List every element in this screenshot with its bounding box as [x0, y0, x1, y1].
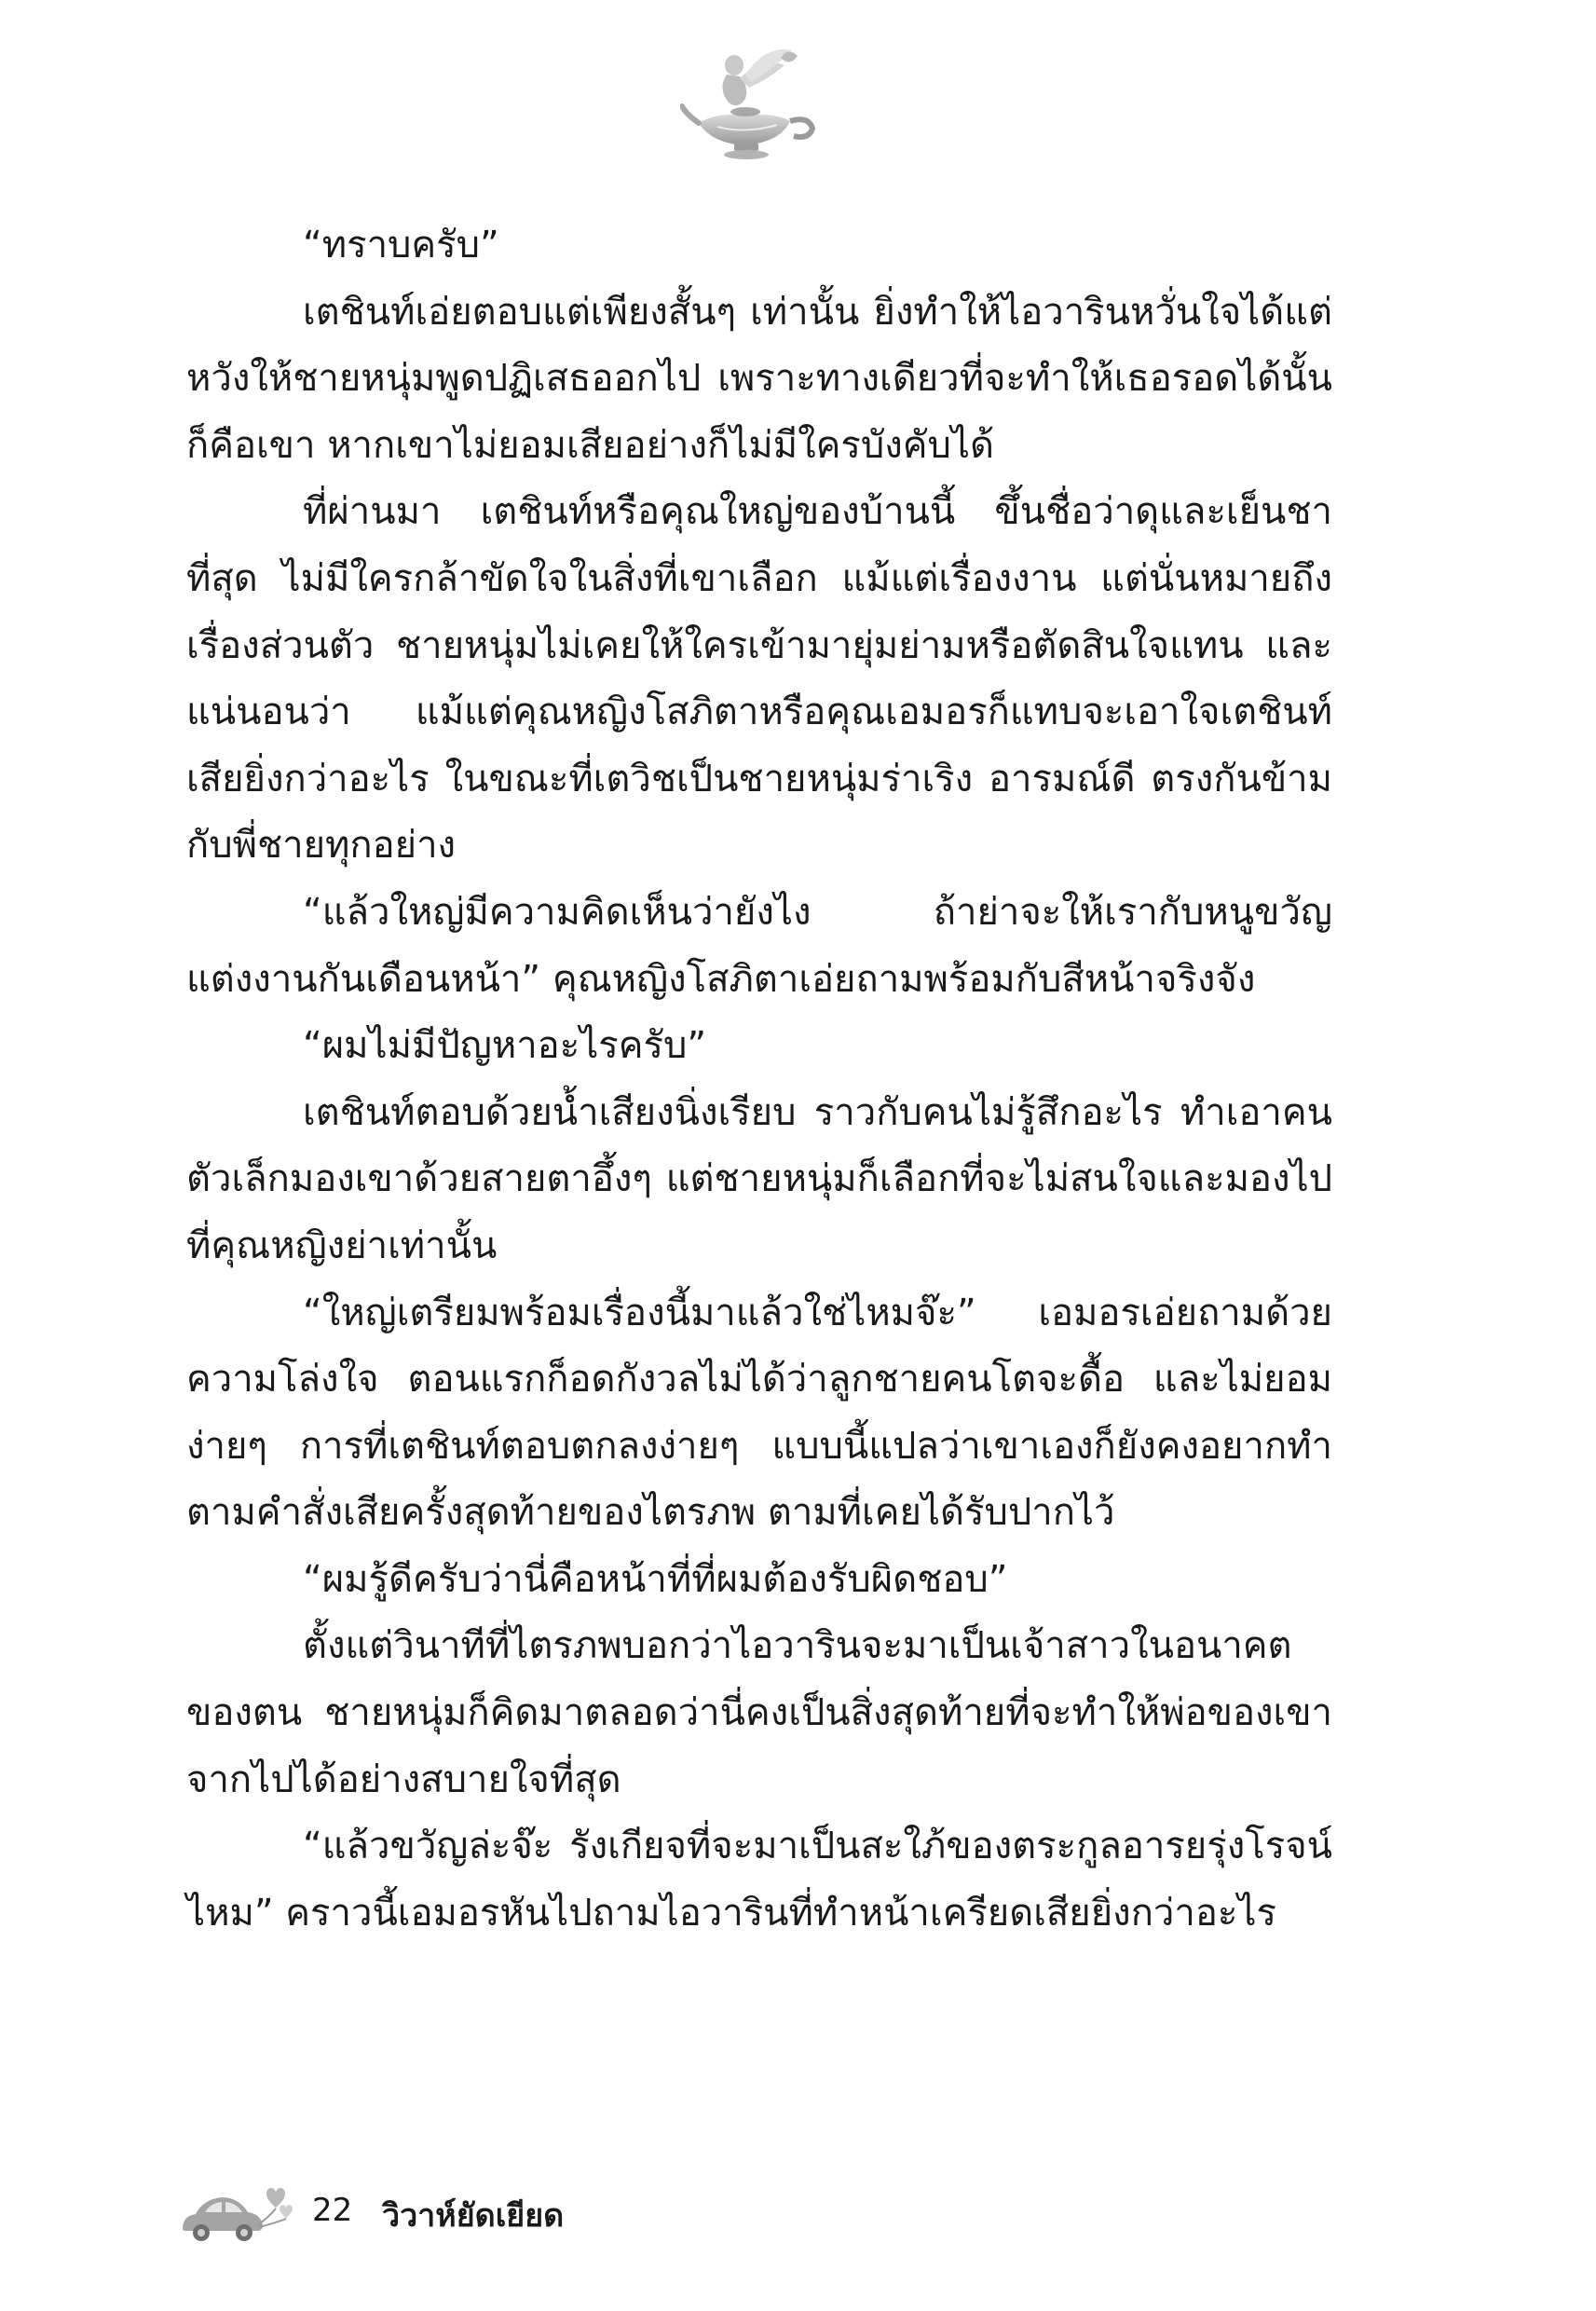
paragraph: “ผมไม่มีปัญหาอะไรครับ”	[303, 1024, 707, 1068]
paragraph: ตั้งแต่วินาทีที่ไตรภพบอกว่าไอวารินจะมาเป็นเจ้าสาวในอนาคตของตน ชายหนุ่มก็คิดมาตลอดว่านี่คงเป็นสิ่งสุดท้ายที่จะทำให้พ่อของเขาจากไปได้อย่างสบายใจที่สุด	[186, 1624, 1332, 1801]
car-with-hearts-icon	[177, 2171, 298, 2246]
paragraph: “ทราบครับ”	[303, 224, 499, 267]
book-title: วิวาห์ยัดเยียด	[382, 2197, 565, 2235]
paragraph: “แล้วใหญ่มีความคิดเห็นว่ายังไง ถ้าย่าจะให้เรากับหนูขวัญแต่งงานกันเดือนหน้า” คุณหญิงโสภิตาเอ่ยถามพร้อมกับสีหน้าจริงจัง	[186, 890, 1332, 1001]
paragraph: “ใหญ่เตรียมพร้อมเรื่องนี้มาแล้วใช่ไหมจ๊ะ” เอมอรเอ่ยถามด้วยความโล่งใจ ตอนแรกก็อดกังวลไม่ได้ว่าลูกชายคนโตจะดื้อ และไม่ยอมง่ายๆ การที่เตชินท์ตอบตกลงง่ายๆ แบบนี้แปลว่าเขาเองก็ยังคงอยากทำตามคำสั่งเสียครั้งสุดท้ายของไตรภพ ตามที่เคยได้รับปากไว้	[186, 1291, 1332, 1535]
paragraph: “ผมรู้ดีครับว่านี่คือหน้าที่ที่ผมต้องรับผิดชอบ”	[303, 1557, 1008, 1601]
paragraph: เตชินท์เอ่ยตอบแต่เพียงสั้นๆ เท่านั้น ยิ่งทำให้ไอวารินหวั่นใจได้แต่หวังให้ชายหนุ่มพูดปฏิเสธออกไป เพราะทางเดียวที่จะทำให้เธอรอดได้นั้นก็คือเขา หากเขาไม่ยอมเสียอย่างก็ไม่มีใครบังคับได้	[186, 290, 1332, 467]
paragraph: ที่ผ่านมา เตชินท์หรือคุณใหญ่ของบ้านนี้ ขึ้นชื่อว่าดุและเย็นชาที่สุด ไม่มีใครกล้าขัดใจในสิ่งที่เขาเลือก แม้แต่เรื่องงาน แต่นั่นหมายถึงเรื่องส่วนตัว ชายหนุ่มไม่เคยให้ใครเข้ามายุ่มย่ามหรือตัดสินใจแทน และแน่นอนว่า แม้แต่คุณหญิงโสภิตาหรือคุณเอมอรก็แทบจะเอาใจเตชินท์เสียยิ่งกว่าอะไร ในขณะที่เตวิชเป็นชายหนุ่มร่าเริง อารมณ์ดี ตรงกันข้ามกับพี่ชายทุกอย่าง	[186, 490, 1332, 868]
page-number: 22	[312, 2192, 353, 2229]
page-footer	[177, 2171, 829, 2246]
paragraph: “แล้วขวัญล่ะจ๊ะ รังเกียจที่จะมาเป็นสะใภ้ของตระกูลอารยรุ่งโรจน์ไหม” คราวนี้เอมอรหันไปถามไอวารินที่ทำหน้าเครียดเสียยิ่งกว่าอะไร	[186, 1825, 1332, 1935]
body-text	[186, 212, 1332, 1947]
paragraph: เตชินท์ตอบด้วยน้ำเสียงนิ่งเรียบ ราวกับคนไม่รู้สึกอะไร ทำเอาคนตัวเล็กมองเขาด้วยสายตาอึ้งๆ แต่ชายหนุ่มก็เลือกที่จะไม่สนใจและมองไปที่คุณหญิงย่าเท่านั้น	[186, 1090, 1332, 1267]
magic-lamp-cupid-icon	[680, 37, 820, 168]
